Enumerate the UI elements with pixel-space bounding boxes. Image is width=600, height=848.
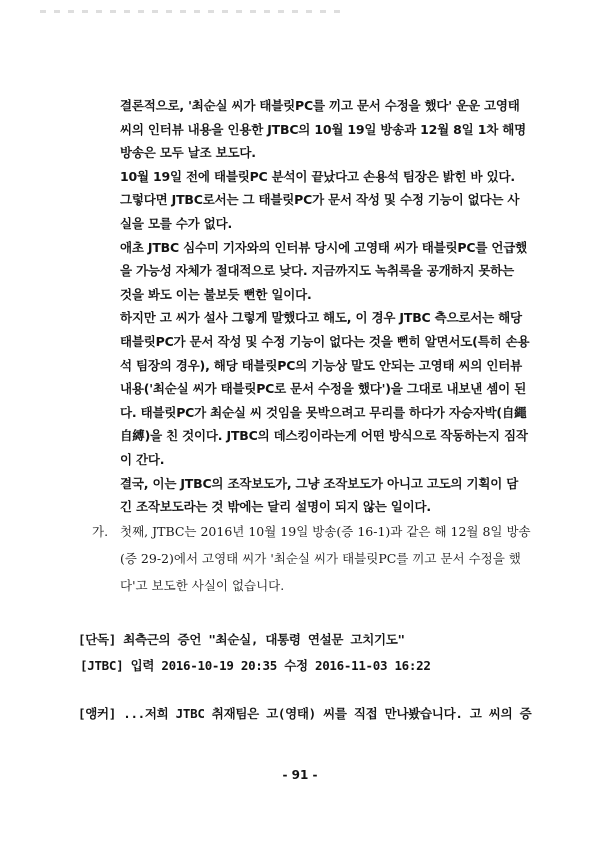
body-text [120, 94, 530, 519]
news-meta: [JTBC] 입력 2016-10-19 20:35 수정 2016-11-03 16:22 [80, 658, 431, 673]
item-text: 첫째, JTBC는 2016년 10월 19일 방송(증 16-1)과 같은 해 12월 8일 방송(증 29-2)에서 고영태 씨가 '최순실 씨가 태블릿PC를 끼고 문서 수정을 했다'고 보도한 사실이 없습니다. [120, 524, 531, 593]
paragraph: 결국, 이는 JTBC의 조작보도가, 그냥 조작보도가 아니고 고도의 기획이 담긴 조작보도라는 것 밖에는 달리 설명이 되지 않는 일이다. [120, 475, 519, 515]
page-number: - 91 - [282, 768, 318, 782]
anchor-quote: [앵커] ...저희 JTBC 취재팀은 고(영태) 씨를 직접 만나봤습니다. 고 씨의 증 [78, 706, 532, 721]
paragraph: 애초 JTBC 심수미 기자와의 인터뷰 당시에 고영태 씨가 태블릿PC를 언급했을 가능성 자체가 절대적으로 낮다. 지금까지도 녹취록을 공개하지 못하는 것을 봐도 이는 불보듯 뻔한 일이다. [120, 239, 528, 302]
paragraph: 하지만 고 씨가 설사 그렇게 말했다고 해도, 이 경우 JTBC 측으로서는 해당 태블릿PC가 문서 작성 및 수정 기능이 없다는 것을 뻔히 알면서도(특히 손용석 팀장의 경우), 해당 태블릿PC의 기능상 말도 안되는 고영태 씨의 인터뷰 내용('최순실 씨가 태블릿PC로 문서 수정을 했다')을 그대로 내보낸 셈이 된다. 태블릿PC가 최순실 씨 것임을 못박으려고 무리를 하다가 자승자박(自繩自縛)을 친 것이다. JTBC의 데스킹이라는게 어떤 방식으로 작동하는지 짐작이 간다. [120, 310, 530, 467]
numbered-item [92, 518, 532, 599]
paragraph: 결론적으로, '최순실 씨가 태블릿PC를 끼고 문서 수정을 했다' 운운 고영태 씨의 인터뷰 내용을 인용한 JTBC의 10월 19일 방송과 12월 8일 1차 해명방송은 모두 날조 보도다. [120, 98, 526, 161]
item-marker: 가. [92, 524, 109, 539]
scan-artifact [40, 10, 340, 13]
news-headline: [단독] 최측근의 증언 "최순실, 대통령 연설문 고치기도" [78, 632, 405, 647]
paragraph: 10월 19일 전에 태블릿PC 분석이 끝났다고 손용석 팀장은 밝힌 바 있다. 그렇다면 JTBC로서는 그 태블릿PC가 문서 작성 및 수정 기능이 없다는 사실을 모를 수가 없다. [120, 168, 520, 231]
